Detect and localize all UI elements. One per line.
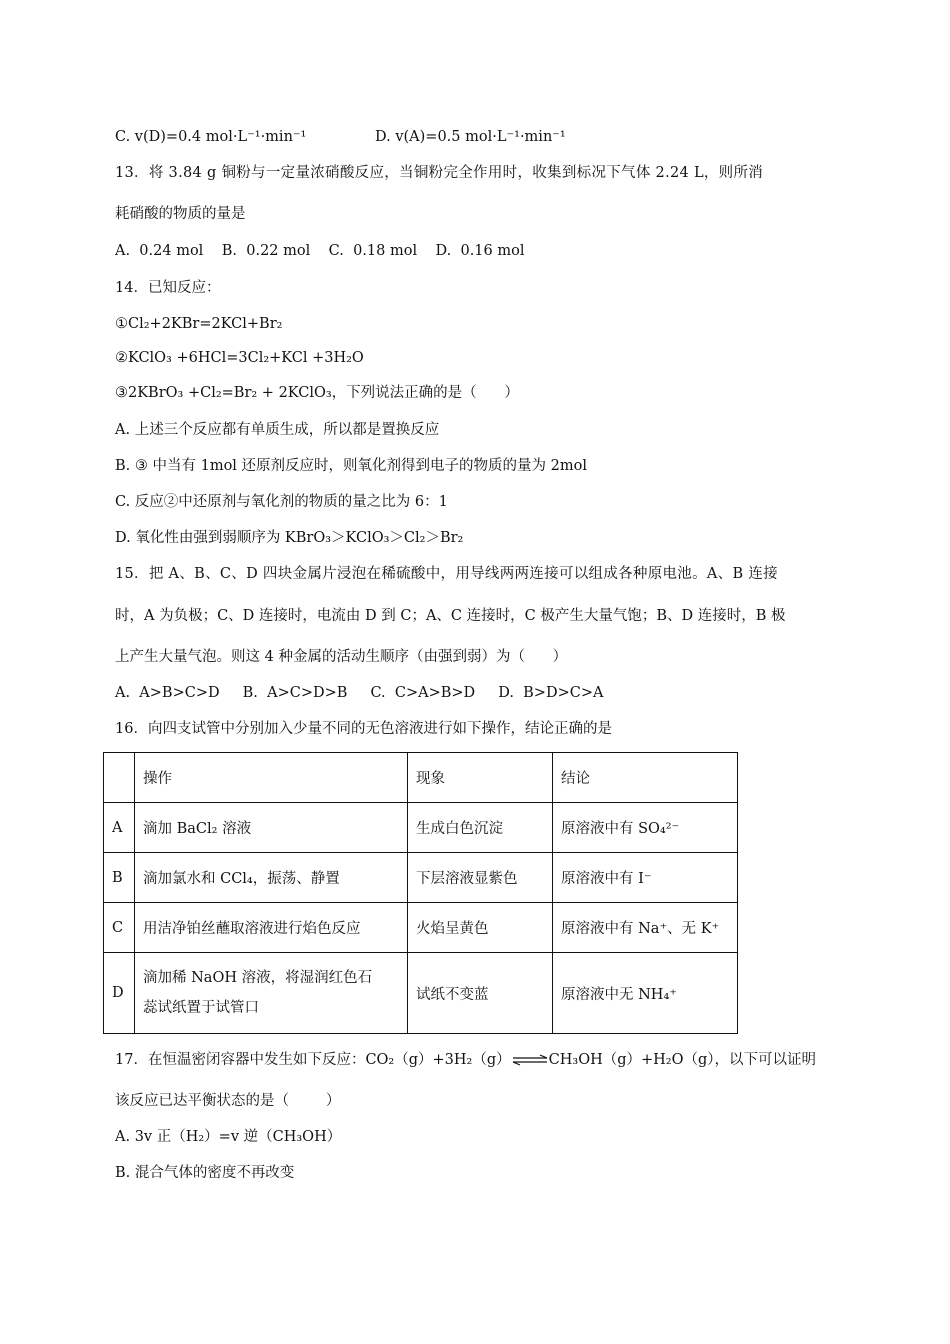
table-row bbox=[104, 853, 738, 903]
table-row bbox=[104, 953, 738, 1034]
table-cell-line: 蕊试纸置于试管口 bbox=[143, 1000, 259, 1016]
table-cell: 原溶液中有 I⁻ bbox=[553, 853, 738, 903]
q13-stem-line2: 耗硝酸的物质的量是 bbox=[115, 206, 246, 222]
table-cell-line: 滴加稀 NaOH 溶液，将湿润红色石 bbox=[143, 970, 373, 986]
q12-option-c: C. v(D)=0.4 mol·L⁻¹·min⁻¹ bbox=[115, 129, 307, 145]
q15-stem-line3: 上产生大量气泡。则这 4 种金属的活动生顺序（由强到弱）为（ ） bbox=[115, 649, 568, 665]
table-cell bbox=[135, 953, 408, 1034]
q13-options: A. 0.24 mol B. 0.22 mol C. 0.18 mol D. 0.16 mol bbox=[115, 243, 525, 259]
table-cell: 火焰呈黄色 bbox=[408, 903, 553, 953]
q13-stem-line1: 13．将 3.84 g 铜粉与一定量浓硝酸反应，当铜粉完全作用时，收集到标况下气体 2.24 L，则所消 bbox=[115, 165, 764, 181]
table-row bbox=[104, 903, 738, 953]
equilibrium-arrow-icon bbox=[511, 1054, 549, 1066]
q14-option-c: C. 反应②中还原剂与氧化剂的物质的量之比为 6：1 bbox=[115, 494, 448, 510]
table-cell: 生成白色沉淀 bbox=[408, 803, 553, 853]
q14-reaction-2: ②KClO₃ +6HCl=3Cl₂+KCl +3H₂O bbox=[115, 350, 364, 366]
q14-stem: 14．已知反应： bbox=[115, 280, 221, 296]
q17-stem-line1 bbox=[115, 1050, 816, 1070]
table-cell: D bbox=[104, 953, 135, 1034]
table-cell: B bbox=[104, 853, 135, 903]
table-cell: 试纸不变蓝 bbox=[408, 953, 553, 1034]
table-cell: 原溶液中有 SO₄²⁻ bbox=[553, 803, 738, 853]
q17-stem-right: CH₃OH（g）+H₂O（g），以下可以证明 bbox=[548, 1052, 817, 1068]
q14-reaction-3: ③2KBrO₃ +Cl₂=Br₂ + 2KClO₃，下列说法正确的是（ ） bbox=[115, 385, 519, 401]
q12-option-d: D. v(A)=0.5 mol·L⁻¹·min⁻¹ bbox=[375, 129, 566, 145]
table-cell: 滴加氯水和 CCl₄，振荡、静置 bbox=[135, 853, 408, 903]
q17-stem-left: 17．在恒温密闭容器中发生如下反应：CO₂（g）+3H₂（g） bbox=[115, 1052, 511, 1068]
q15-stem-line2: 时，A 为负极；C、D 连接时，电流由 D 到 C；A、C 连接时，C 极产生大量气饱；B、D 连接时，B 极 bbox=[115, 608, 786, 624]
q16-table bbox=[103, 752, 738, 1034]
q17-option-a: A. 3v 正（H₂）=v 逆（CH₃OH） bbox=[115, 1129, 342, 1145]
q15-stem-line1: 15．把 A、B、C、D 四块金属片浸泡在稀硫酸中，用导线两两连接可以组成各种原电池。A、B 连接 bbox=[115, 566, 778, 582]
table-header-cell: 操作 bbox=[135, 753, 408, 803]
q14-option-b: B. ③ 中当有 1mol 还原剂反应时，则氧化剂得到电子的物质的量为 2mol bbox=[115, 458, 587, 474]
table-cell: 滴加 BaCl₂ 溶液 bbox=[135, 803, 408, 853]
table-header-cell: 结论 bbox=[553, 753, 738, 803]
q14-reaction-1: ①Cl₂+2KBr=2KCl+Br₂ bbox=[115, 316, 283, 332]
table-cell: A bbox=[104, 803, 135, 853]
table-cell: 原溶液中有 Na⁺、无 K⁺ bbox=[553, 903, 738, 953]
table-cell: C bbox=[104, 903, 135, 953]
table-row bbox=[104, 803, 738, 853]
table-cell: 原溶液中无 NH₄⁺ bbox=[553, 953, 738, 1034]
q14-option-a: A. 上述三个反应都有单质生成，所以都是置换反应 bbox=[115, 422, 440, 438]
q17-stem-line2: 该反应已达平衡状态的是（ ） bbox=[115, 1093, 341, 1109]
q16-stem: 16．向四支试管中分别加入少量不同的无色溶液进行如下操作，结论正确的是 bbox=[115, 721, 612, 737]
table-header-cell: 现象 bbox=[408, 753, 553, 803]
q14-option-d: D. 氧化性由强到弱顺序为 KBrO₃＞KClO₃＞Cl₂＞Br₂ bbox=[115, 530, 464, 546]
table-cell: 用洁净铂丝蘸取溶液进行焰色反应 bbox=[135, 903, 408, 953]
table-cell: 下层溶液显紫色 bbox=[408, 853, 553, 903]
table-header-row bbox=[104, 753, 738, 803]
table-header-cell bbox=[104, 753, 135, 803]
q17-option-b: B. 混合气体的密度不再改变 bbox=[115, 1165, 295, 1181]
q15-options: A. A>B>C>D B. A>C>D>B C. C>A>B>D D. B>D>C>A bbox=[115, 685, 604, 701]
